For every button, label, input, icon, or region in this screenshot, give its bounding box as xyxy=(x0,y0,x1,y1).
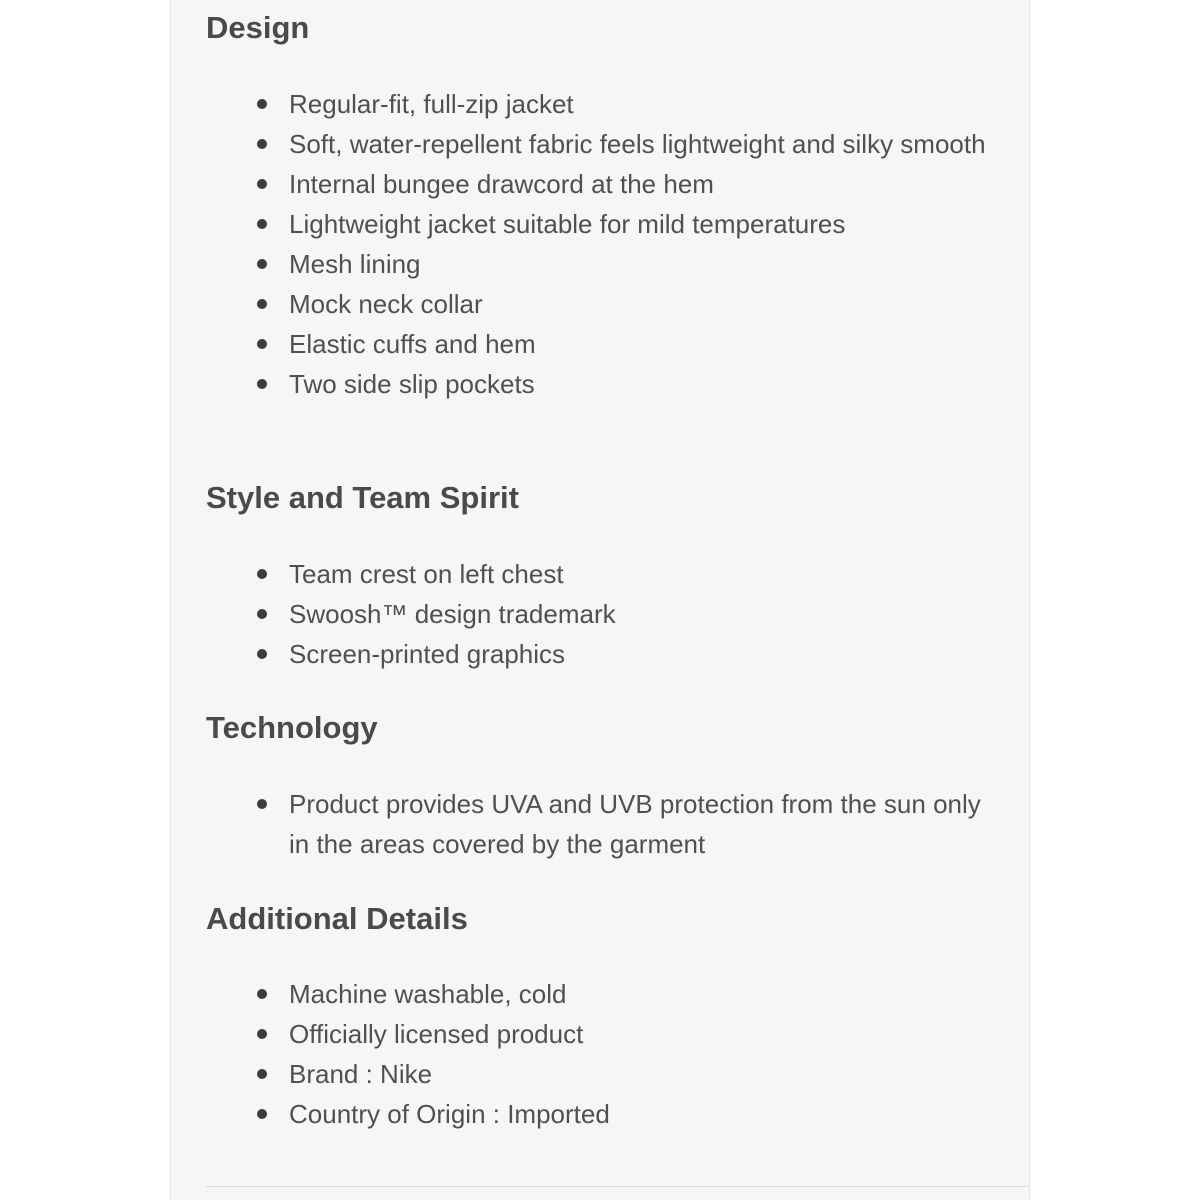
bullet-icon xyxy=(257,139,267,149)
list-item: Machine washable, cold xyxy=(289,974,989,1014)
list-item: Internal bungee drawcord at the hem xyxy=(289,164,989,204)
list-item: Elastic cuffs and hem xyxy=(289,324,989,364)
bullet-icon xyxy=(257,339,267,349)
bullet-icon xyxy=(257,989,267,999)
section-title-design: Design xyxy=(206,10,310,45)
list-item: Country of Origin : Imported xyxy=(289,1094,989,1134)
bullet-icon xyxy=(257,219,267,229)
bullet-icon xyxy=(257,179,267,189)
bullet-icon xyxy=(257,649,267,659)
list-item: Mesh lining xyxy=(289,244,989,284)
list-item: Product provides UVA and UVB protection from the sun only in the areas covered by the garment xyxy=(289,784,989,864)
list-item: Swoosh™ design trademark xyxy=(289,594,989,634)
section-title-additional-details: Additional Details xyxy=(206,901,468,936)
style-list xyxy=(289,554,989,674)
product-details-card xyxy=(170,0,1030,1200)
bullet-icon xyxy=(257,99,267,109)
divider xyxy=(206,1186,1029,1187)
technology-list xyxy=(289,784,989,864)
list-item: Officially licensed product xyxy=(289,1014,989,1054)
list-item: Regular-fit, full-zip jacket xyxy=(289,84,989,124)
list-item: Lightweight jacket suitable for mild temperatures xyxy=(289,204,989,244)
bullet-icon xyxy=(257,569,267,579)
section-title-technology: Technology xyxy=(206,710,378,745)
additional-details-list xyxy=(289,974,989,1134)
list-item: Screen-printed graphics xyxy=(289,634,989,674)
section-title-style-and-team-spirit: Style and Team Spirit xyxy=(206,480,519,515)
bullet-icon xyxy=(257,259,267,269)
bullet-icon xyxy=(257,1029,267,1039)
bullet-icon xyxy=(257,1069,267,1079)
bullet-icon xyxy=(257,609,267,619)
list-item: Two side slip pockets xyxy=(289,364,989,404)
bullet-icon xyxy=(257,1109,267,1119)
bullet-icon xyxy=(257,379,267,389)
bullet-icon xyxy=(257,299,267,309)
list-item: Team crest on left chest xyxy=(289,554,989,594)
bullet-icon xyxy=(257,799,267,809)
list-item: Soft, water-repellent fabric feels lightweight and silky smooth xyxy=(289,124,989,164)
list-item: Brand : Nike xyxy=(289,1054,989,1094)
design-list xyxy=(289,84,989,404)
list-item: Mock neck collar xyxy=(289,284,989,324)
